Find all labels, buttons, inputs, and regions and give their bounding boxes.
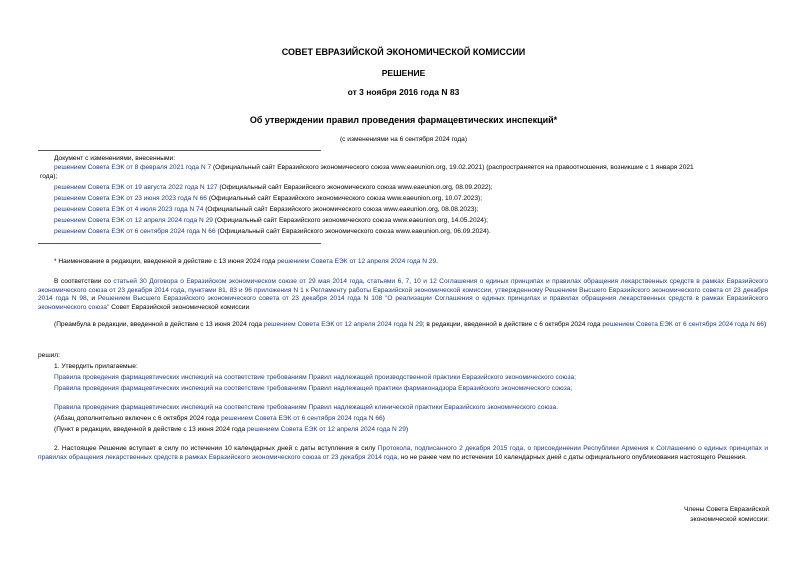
item1-heading: 1. Утвердить прилагаемые:	[54, 363, 138, 370]
amendment-item: решением Совета ЕЭК от 12 апреля 2024 года N 29 (Официальный сайт Евразийского экономического союза www.eaeunion.org, 14.05.2024);	[54, 217, 488, 224]
preamble-note-link-1[interactable]: решением Совета ЕЭК от 12 апреля 2024 года N 29	[263, 321, 423, 328]
supreme-council-decision-link[interactable]: Решением Высшего Евразийского экономического совета от 23 декабря 2014 года N 108 "О реализации Соглашения о единых принципах и правилах обращения лекарственных средств в рамках Евразийского экономического союза"	[38, 295, 768, 311]
item2: 2. Настоящее Решение вступает в силу по истечении 10 календарных дней с даты вступления в силу Протокола, подписанного 2 декабря 2015 года, о присоединении Республики Армения к Соглашению о единых принципах и правилах обращения лекарственных средств в рамках Евразийского экономического союза от 23 декабря 2014 года, но не ранее чем по истечении 10 календарных дней с даты официального опубликования настоящего Решения.	[38, 445, 769, 461]
footnote: * Наименование в редакции, введенной в действие с 13 июня 2024 года решением Совета ЕЭК от 12 апреля 2024 года N 29.	[54, 258, 438, 265]
divider-top	[38, 150, 321, 151]
rule-link-gmp: Правила проведения фармацевтических инспекций на соответствие требованиям Правил надлежащей производственной практики Евразийского экономического союза;	[54, 374, 576, 381]
doc-type: РЕШЕНИЕ	[381, 68, 426, 78]
footnote-link[interactable]: решением Совета ЕЭК от 12 апреля 2024 года N 29	[277, 258, 437, 265]
amendment-item: решением Совета ЕЭК от 23 июня 2023 года N 66 (Официальный сайт Евразийского экономического союза www.eaeunion.org, 10.07.2023);	[54, 195, 483, 202]
amendment-link[interactable]: решением Совета ЕЭК от 12 апреля 2024 года N 29	[54, 217, 213, 224]
signature-line-1: Члены Совета Евразийской	[683, 506, 769, 513]
amendment-link[interactable]: решением Совета ЕЭК от 6 сентября 2024 года N 66	[54, 228, 216, 235]
treaty-link[interactable]: статьей 30 Договора о Евразийском экономическом союзе от 29 мая 2014 года	[113, 278, 363, 285]
doc-date-number: от 3 ноября 2016 года N 83	[347, 87, 460, 97]
org-name: СОВЕТ ЕВРАЗИЙСКОЙ ЭКОНОМИЧЕСКОЙ КОМИССИИ	[281, 47, 526, 57]
preamble-note-link-2[interactable]: решением Совета ЕЭК от 6 сентября 2024 года N 66	[602, 321, 764, 328]
amendment-item: решением Совета ЕЭК от 8 февраля 2021 года N 7 (Официальный сайт Евразийского экономического союза www.eaeunion.org, 19.02.2021) (распространяется на правоотношения, возникшие с 1 января 2021	[54, 164, 694, 171]
amendment-link[interactable]: решением Совета ЕЭК от 19 августа 2022 года N 127	[54, 184, 218, 191]
rule-link-gcp: Правила проведения фармацевтических инспекций на соответствие требованиям Правил надлежащей клинической практики Евразийского экономического союза.	[54, 404, 559, 411]
amendment-item-cont: года);	[40, 173, 58, 180]
amendments-intro: Документ с изменениями, внесенными:	[54, 155, 176, 162]
agreement-link[interactable]: статьями 6, 7, 10 и 12 Соглашения о единых принципах и правилах обращения лекарственных средств в рамках Евразийского экономического союза от 23 декабря 2014 года	[38, 278, 768, 294]
regulation-link[interactable]: пунктами 81, 83 и 96 приложения N 1 к Регламенту работы Евразийской экономической комиссии, утвержденному Решением Высшего Евразийского экономического совета от 23 декабря 2014 года N 98	[38, 286, 769, 303]
rule-link-gvp: Правила проведения фармацевтических инспекций на соответствие требованиям Правил надлежащей практики фармаконадзора Евразийского экономического союза;	[54, 385, 573, 392]
amended-note: (с изменениями на 6 сентября 2024 года)	[339, 136, 468, 143]
decided-label: решил:	[38, 352, 60, 359]
preamble: В соответствии со статьей 30 Договора о Евразийском экономическом союзе от 29 мая 2014 года, статьями 6, 7, 10 и 12 Соглашения о единых принципах и правилах обращения лекарственных средств в рамках Евразийского экономического союза от 23 декабря 2014 года, пунктами 81, 83 и 96 приложения N 1 к Регламенту работы Евразийской экономической комиссии, утвержденному Решением Высшего Евразийского экономического совета от 23 декабря 2014 года N 98, и Решением Высшего Евразийского экономического совета от 23 декабря 2014 года N 108 "О реализации Соглашения о единых принципах и правилах обращения лекарственных средств в рамках Евразийского экономического союза" Совет Евразийской экономической комиссии	[38, 278, 769, 311]
amendment-link[interactable]: решением Совета ЕЭК от 4 июля 2023 года N 74	[54, 206, 204, 213]
amendment-item: решением Совета ЕЭК от 19 августа 2022 года N 127 (Официальный сайт Евразийского экономического союза www.eaeunion.org, 08.09.2022);	[54, 184, 493, 191]
divider-bottom	[38, 243, 321, 244]
preamble-note: (Преамбула в редакции, введенной в действие с 13 июня 2024 года решением Совета ЕЭК от 12 апреля 2024 года N 29; в редакции, введенной в действие с 6 октября 2024 года решением Совета ЕЭК от 6 сентября 2024 года N 66)	[54, 321, 767, 328]
signature-line-2: экономической комиссии:	[690, 516, 769, 523]
doc-title: Об утверждении правил проведения фармацевтических инспекций*	[249, 115, 558, 125]
item1-note-2: (Пункт в редакции, введенной в действие с 13 июня 2024 года решением Совета ЕЭК от 12 апреля 2024 года N 29)	[54, 426, 409, 433]
amendment-link[interactable]: решением Совета ЕЭК от 8 февраля 2021 года N 7	[54, 164, 212, 171]
item1-note-1: (Абзац дополнительно включен с 6 октября 2024 года решением Совета ЕЭК от 6 сентября 2024 года N 66)	[54, 415, 385, 422]
amendment-item: решением Совета ЕЭК от 6 сентября 2024 года N 66 (Официальный сайт Евразийского экономического союза www.eaeunion.org, 06.09.2024).	[54, 228, 491, 235]
amendment-link[interactable]: решением Совета ЕЭК от 23 июня 2023 года N 66	[54, 195, 207, 202]
amendment-item: решением Совета ЕЭК от 4 июля 2023 года N 74 (Официальный сайт Евразийского экономического союза www.eaeunion.org, 08.08.2023);	[54, 206, 479, 213]
armenia-protocol-link[interactable]: Протокола, подписанного 2 декабря 2015 года, о присоединении Республики Армения к Соглашению о единых принципах и правилах обращения лекарственных средств в рамках Евразийского экономического союза от 23 декабря 2014 года	[38, 445, 769, 461]
